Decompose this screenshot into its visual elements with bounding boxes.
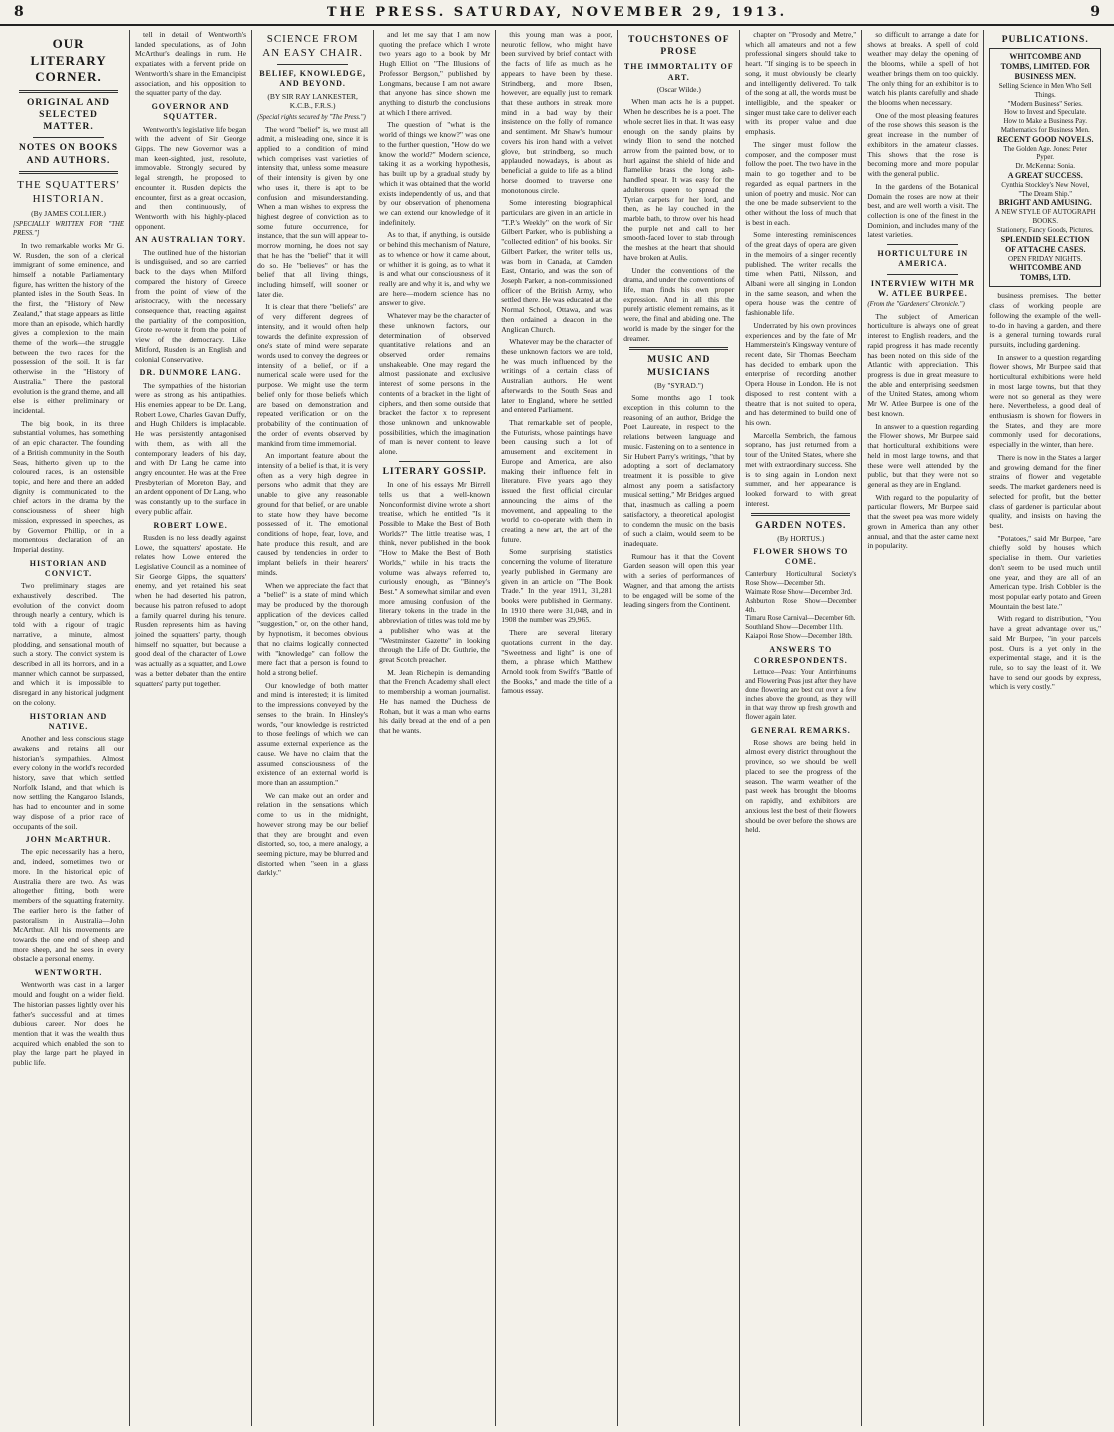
article-note: [SPECIALLY WRITTEN FOR "THE PRESS."] [13, 221, 125, 238]
ad-line: Dr. McKenna: Sonia. [1015, 162, 1075, 171]
section-heading: MUSIC AND MUSICIANS [647, 355, 711, 378]
ad-title: WHITCOMBE AND TOMBS, LIMITED. FOR BUSINESS MEN. [1000, 52, 1090, 82]
paragraph: In the gardens of the Botanical Domain the roses are now at their best, and are well worth a visit. The collection is one of the finest in the Dominion, and includes many of the latest varieties. [867, 181, 979, 240]
article-subheading: BELIEF, KNOWLEDGE, AND BEYOND. [259, 69, 367, 89]
divider [887, 274, 958, 275]
subhead: HISTORIAN AND NATIVE. [29, 711, 108, 731]
paragraph: Under the conventions of the drama, and under the conventions of life, man finds his own proper expression. And in all this the purely artistic element remains, as it were, the final and abiding one. The world is made by the singer for the dreamer. [623, 265, 735, 343]
section-heading: OUR LITERARY CORNER. [30, 36, 107, 85]
ad-line: A NEW STYLE OF AUTOGRAPH BOOKS. [994, 208, 1096, 226]
ad-line: The Golden Age. Jones: Peter Pyper. [1003, 144, 1087, 162]
paragraph: "Potatoes," said Mr Burpee, "are chiefly sold by houses which specialise in them. Our varieties don't seem to be used much until one year, and they are all of an American type. Irish Cobbler is the most popular early potato and Green Mountain the best late." [989, 533, 1102, 611]
paragraph: With regard to the popularity of particular flowers, Mr Burpee said that the sweet pea was more widely grown in America than any other annual, and that the aster came next in popularity. [867, 492, 979, 551]
divider [629, 347, 728, 350]
paragraph: tell in detail of Wentworth's landed speculations, as of John McArthur's dealings in rum. He expatiates with a fervent pride on Wentworth's share in the Emancipist association, and his opposition to the squatter party of the day. [135, 30, 247, 98]
paragraph: When we appreciate the fact that a "belief" is a state of mind which may be produced by the thorough application of the devices called "suggestion," or, on the other hand, by hypnotism, it becomes obvious that no claims logically connected with "knowledge" can follow the mere fact that a person is found to hold a strong belief. [257, 580, 369, 678]
divider [19, 90, 118, 93]
list-item: Waimate Rose Show—December 3rd. [745, 587, 853, 596]
paragraph: The word "belief" is, we must all admit, a misleading one, since it is applied to a condition of mind which comprises vast varieties of intensity that, unless some measure of their intensity is given by one who uses it, there is apt to be confusion and misunderstanding. When a man wishes to express the highest degree of conviction as to some future occurrence, for instance, that the sun will appear to-morrow morning, he does not say that he has the "belief" that it will do so. He "believes" or has the belief that all living things, including himself, will sooner or later die. [257, 124, 369, 299]
ad-line: Stationery, Fancy Goods, Pictures. [996, 225, 1094, 234]
article-byline: (BY SIR RAY LANKESTER, K.C.B., F.R.S.) [267, 91, 358, 111]
paragraph: Wentworth was cast in a larger mould and fought on a wider field. The historian passes lightly over his father's successful and at times dubious career. Nor does he mention that it was the wealth thus acquired which enabled the son to play the large part he played in public life. [13, 980, 125, 1068]
ad-line: "Modern Business" Series. [1007, 99, 1083, 108]
article-subheading: THE IMMORTALITY OF ART. [623, 62, 734, 82]
list-item: Timaru Rose Carnival—December 6th. [745, 614, 856, 623]
paragraph: Whatever may be the character of these unknown factors, our determination of observed quantitative relations and an observed order remains unshakeable. One may regard the almost passionate and exclusive interest of some persons in the contents of a bracket in the light of ciphers, and then some outside that bracket the factor x to represent those unknown and unknowable possibilities, which the imagination of man is never content to leave alone. [379, 311, 491, 457]
section-heading: TOUCHSTONES OF PROSE [627, 35, 730, 58]
paragraph: In answer to a question regarding flower shows, Mr Burpee said that horticultural exhibitions were held in most large towns, but that they were not so general as they were here. Nevertheless, a good deal of enthusiasm is shown for flowers in the States, and they are more commonly used for decorations, especially in the winter, than here. [989, 352, 1102, 450]
section-heading: LITERARY GOSSIP. [382, 466, 487, 477]
ad-line: How to Make a Business Pay. [1003, 117, 1087, 126]
section-heading: PUBLICATIONS. [1001, 35, 1089, 45]
paragraph: Some interesting reminiscences of the great days of opera are given in the memoirs of a singer recently published. The writer recalls the time when Patti, Nilsson, and Albani were all singing in London in the same season, and when the opera house was the centre of fashionable life. [745, 230, 857, 318]
paragraph: There is now in the States a larger and growing demand for the finer strains of flower and vegetable seeds. The market gardeners need is selected for profit, but the better class of gardener is particular about quality, and insists on having the best. [989, 452, 1102, 530]
paragraph: The question of "what is the world of things we know?" was one to the further question, "How do we know the world?" Modern science, taking it as a working hypothesis, has built up by a gradual study by which it was obtained that the world exists independently of us, and that by our observation of phenomena we can extend our knowledge of it indefinitely. [379, 120, 491, 227]
ad-line: How to Invest and Speculate. [1004, 108, 1087, 117]
paragraph: Lettuce—Peas: Your Antirrhinums and Flowering Peas just after they have done flowering are best cut over a few inches above the ground, as they will in that way throw up fresh growth and flower again later. [745, 667, 857, 721]
newspaper-title: THE PRESS. SATURDAY, NOVEMBER 29, 1913. [326, 5, 788, 20]
divider [19, 171, 118, 174]
article-title: THE SQUATTERS' HISTORIAN. [17, 178, 120, 205]
column-1 [8, 30, 130, 1426]
list-item: Kaiapoi Rose Show—December 18th. [745, 632, 853, 641]
paragraph: Underrated by his own provinces experiences and by the fate of Mr Hammerstein's Kingsway venture of recent date, Sir Thomas Beecham has decided to embark upon the enterprise of recording another Opera House in London. He is not disposed to rest content with a theatre that is not suited to opera, and has determined to build one of his own. [745, 320, 857, 428]
advertisement [989, 48, 1101, 287]
column-6 [618, 30, 740, 1426]
list-item: Canterbury Horticultural Society's Rose Show—December 5th. [745, 569, 857, 587]
subhead: WENTWORTH. [34, 968, 103, 978]
article-byline: (Oscar Wilde.) [656, 84, 701, 94]
subhead: ROBERT LOWE. [153, 520, 228, 530]
paragraph: chapter on "Prosody and Metre," which all amateurs and not a few professional singers should take to heart. "If singing is to be speech in song, it must obviously be clearly and intelligently delivered. To talk of the song at all, the words must be intelligible, and the speaker or singer must take care to deliver each with its proper value and due emphasis. [745, 30, 857, 137]
divider [399, 461, 470, 462]
paragraph: With regard to distribution, "You have a great advantage over us," said Mr Burpee, "in your parcels post. Ours is a yet only in the experimental stage, and it is the rule, so to say the least of it. We have to send our goods by express, which is very costly." [989, 614, 1102, 692]
ad-line: Mathematics for Business Men. [1000, 125, 1090, 134]
paragraph: and let me say that I am now quoting the preface which I wrote two years ago to a book by Mr Hugh Elliot on "The Illusions of Professor Bergson," published by Longmans, because I am not aware that anyone has since shown me anything to disturb the conclusions at which I there arrived. [379, 30, 491, 117]
paragraph: Another and less conscious stage awakens and retains all our historian's sympathies. Almost every colony in the world's recorded history, save that which settled Norfolk Island, and that which is now settling the Kangaroo Islands, has had to encounter and in some way dispose of a prior race of occupants of the soil. [13, 734, 125, 831]
column-7 [740, 30, 862, 1426]
paragraph: Rusden is no less deadly against Lowe, the squatters' apostate. He relates how Lowe entered the Legislative Council as a nominee of Sir George Gipps, the squatters' enemy, and yet retained his seat when he had deserted his patron, because his patron refused to adopt a family quarrel during his tenure. Rusden represents him as having joined the squatters' party, though himself no squatter, but because a good deal of the character of Lowe was actually as a squatter, and Lowe was a better debater than the entire squatters' party put together. [135, 532, 247, 688]
article-note: (Special rights secured by "The Press.") [257, 113, 366, 121]
paragraph: The singer must follow the composer, and the composer must follow the poet. The two have in the main to go together and to be regarded as equal partners in the union of poetry and music. Nor can the one be made subservient to the other without the loss of much that is best in each. [745, 139, 857, 227]
article-note: (From the "Gardeners' Chronicle.") [867, 301, 965, 309]
paragraph: An important feature about the intensity of a belief is that, it is very often as a very high degree in persons who admit that they are unable to give any reasonable ground for that belief, or are unable to state how they have become possessed of it. The emotional conditions of hope, fear, love, and hate produce this result, and are caused by tendencies in order to implant beliefs in their hearers' minds. [257, 451, 369, 577]
paragraph: Wentworth's legislative life began with the advent of Sir George Gipps. The new Governor was a man keen-sighted, just, resolute, immovable. Strongly secured by legal strength, he proposed to encounter it. Rusden depicts the encounter, first as a great occasion, and then continuously, of Wentworth with his highly-placed opponent. [135, 124, 247, 231]
section-heading: GARDEN NOTES. [755, 520, 847, 531]
paragraph: In answer to a question regarding the Flower shows, Mr Burpee said that horticultural exhibitions were held in most large towns, and that these were well attended by the public, but that they were not so general as they are in England. [867, 421, 979, 489]
page-number-left: 8 [14, 4, 24, 20]
paragraph: There are several literary quotations current in the day. "Sweetness and light" is one of them, a phrase which Matthew Arnold took from Swift's "Battle of the Books," and made the title of a famous essay. [501, 628, 613, 696]
ad-line: Selling Science in Men Who Sell Things. [998, 82, 1092, 99]
column-3 [252, 30, 374, 1426]
newspaper-columns [8, 30, 1106, 1426]
paragraph: Our knowledge of both matter and mind is interested; it is limited to the impressions conveyed by the senses to the brain. In Hinsley's words, "our knowledge is restricted to those feelings of which we can assume external experience as the cause. We have no claim that the assumed consciousness of the existence of an external world is more than an assumption." [257, 680, 369, 787]
subhead: INTERVIEW WITH MR W. ATLEE BURPEE. [870, 278, 975, 298]
subhead: DR. DUNMORE LANG. [139, 368, 242, 378]
paragraph: When man acts he is a puppet. When he describes he is a poet. The whole secret lies in that. It was easy enough on the sandy plains by windy Ilion to send the notched arrow from the painted bow, or to hurl against the shield of hide and flamelike brass the long ash-handled spear. It was easy for the adulterous queen to spread the Tyrian carpets for her lord, and then, as he lay couched in the marble bath, to throw over his head the purple net and call to her smooth-faced lover to stab through the meshes at the heart that should have broken at Aulis. [623, 97, 735, 262]
paragraph: The big book, in its three substantial volumes, has something of an epic character. The founding of a British community in the South Seas, hitherto given up to the coloured races, is an ostensible topic, and here and there an added dignity is communicated to the chief actors in the drama by the consciousness of sheer high mission, expressed in speeches, as by Governor Phillip, or in a momentous declaration of an Imperial destiny. [13, 418, 125, 555]
paragraph: In two remarkable works Mr G. W. Rusden, the son of a clerical immigrant of some eminence, and himself a notable Parliamentary figure, has written the history of the planted isles in the South Seas. In the first, the "History of New Zealand," that stage appears as little more than an episode, which hardly gives a complexion to the main theme of the work—the struggle between the two races for the possession of the soil. It is far otherwise in the "History of Australia." There the pastoral evolution is the grand theme, and all else is either preliminary or incidental. [13, 240, 125, 415]
paragraph: business premises. The better class of working people are following the example of the well-to-do in having a garden, and there is a general turning towards rural pursuits, including gardening. [989, 291, 1102, 349]
column-4 [374, 30, 496, 1426]
list-item: Southland Show—December 11th. [745, 623, 843, 632]
paragraph: In one of his essays Mr Birrell tells us that a well-known Nonconformist divine wrote a short treatise, which he entitled "Is it Possible to Make the Best of Both Worlds?" The little treatise was, I think, never published in the book "How to Make the Best of Both Worlds," while in his tracts the volume was always referred to, curiously enough, as "Binney's Best." A somewhat similar and even more amusing confusion of the literary tokens in the trade in the abbreviation of titles was told me by a publisher who was at the "Westminster Gazette" in looking through the Life of Dr. Guthrie, the great Scotch preacher. [379, 480, 491, 664]
column-8 [862, 30, 984, 1426]
divider [887, 244, 958, 245]
column-5 [496, 30, 618, 1426]
paragraph: Rumour has it that the Covent Garden season will open this year with a series of performances of Wagner, and that among the artists to be engaged will be some of the leading singers from the Continent. [623, 551, 735, 610]
paragraph: The subject of American horticulture is always one of great interest to English readers, and the rapid progress it has made recently has been noted on this side of the Atlantic with appreciation. This progress is due in great measure to the able and enterprising seedsmen of the United States, among whom Mr W. Atlee Burpee is one of the best known. [867, 311, 979, 418]
paragraph: That remarkable set of people, the Futurists, whose paintings have been causing such a lot of amusement and excitement in Europe and America, are also making their influence felt in literature. Five years ago they issued the first official circular announcing the aims of the movement, and appealing to the world to co-operate with them in creating a new art, the art of the future. [501, 418, 613, 544]
ad-line: OPEN FRIDAY NIGHTS. [1008, 254, 1083, 263]
page-number-right: 9 [1090, 4, 1100, 20]
paragraph: The epic necessarily has a hero, and, indeed, sometimes two or more. In the historical epic of Australia there are two. As was altogether fitting, both were members of the squatting fraternity. The earlier hero is the father of pastoralism in Australia—John McArthur. All his movements are towards the one end of sheep and more sheep, and he sees in every obstacle a personal enemy. [13, 847, 125, 964]
subhead: ANSWERS TO CORRESPONDENTS. [753, 645, 848, 665]
ad-line: WHITCOMBE AND TOMBS, LTD. [1009, 263, 1082, 283]
paragraph: Rose shows are being held in almost every district throughout the province, so we should be well placed to see the progress of the season. The warm weather of the past week has brought the blooms on rapidly, and exhibitors are anxious lest the best of their flowers should be over before the shows are held. [745, 737, 857, 835]
column-2 [130, 30, 252, 1426]
ad-line: RECENT GOOD NOVELS. [996, 134, 1094, 144]
article-byline: (By JAMES COLLIER.) [31, 208, 106, 218]
paragraph: this young man was a poor, neurotic fellow, who might have been survived by brief contact with the facts of life as much as he appears to have been by these. Strindberg, and more Ibsen, however, are equally just to remark that these authors in streak more mind in a bad way by their insistence on the folly of romance and sentiment. Mr Shaw's humour covers his iron hand with a velvet glove, but strindberg, so much applauded nowadays, is about as beneficial a guide to life as a blind horse doomed to traverse one monotonous circle. [501, 30, 613, 195]
subhead: GOVERNOR AND SQUATTER. [151, 102, 230, 122]
paragraph: Whatever may be the character of these unknown factors we are told, he was much influenced by the writings of a certain class of Australian authors. He went afterwards to the South Seas and later to England, where he settled and entered Parliament. [501, 337, 613, 415]
article-byline: (By HORTUS.) [777, 533, 825, 543]
ad-line: SPLENDID SELECTION OF ATTACHE CASES. [1000, 234, 1090, 254]
paragraph: The sympathies of the historian were as strong as his antipathies. His enemies appear to be Dr. Lang, Robert Lowe, Charles Gavan Duffy, and Hugh Childers is implacable. He was persistently antagonised with them, as with all the contemporary leaders of his day, and with Dr Lang he came into angry encounter. He was at the Free Presbyterian of Moreton Bay, and an ardent opponent of Dr Lang, who was constantly up to the surface in every public affair. [135, 380, 247, 516]
article-title: SCIENCE FROM AN EASY CHAIR. [262, 33, 363, 60]
paragraph: so difficult to arrange a date for shows at breaks. A spell of cold weather may delay the opening of the blooms, while a spell of hot weather brings them on too quickly. The only thing for an exhibitor is to watch his plants carefully and shade the blooms when necessary. [867, 30, 979, 108]
divider [277, 64, 348, 65]
paragraph: Some surprising statistics concerning the volume of literature yearly published in Germany are given in an article on "The Book Trade." In the year 1911, 31,281 books were published in Germany. In 1910 there were 31,048, and in 1908 the number was 29,965. [501, 547, 613, 625]
masthead [0, 0, 1114, 26]
paragraph: One of the most pleasing features of the rose shows this season is the great increase in the number of exhibitors in the amateur classes. This shows that the rose is becoming more and more popular with the general public. [867, 110, 979, 179]
paragraph: It is clear that there "beliefs" are of very different degrees of intensity, and it would often help towards the definite expression of one's state of mind were separate words used to convey the degrees or intensity of a belief, or if a numerical scale were used for the purpose. We might use the term belief only for those beliefs which are based on demonstration and repeated verification or on the probability of the continuation of the order of events observed by mankind from time immemorial. [257, 302, 369, 448]
list-item: Ashburton Rose Show—December 4th. [745, 596, 857, 614]
subhead: FLOWER SHOWS TO COME. [753, 547, 849, 567]
paragraph: Marcella Sembrich, the famous soprano, has just returned from a tour of the United States, where she met with extraordinary success. She is to sing again in London next summer, and her appearance is looked forward to with great interest. [745, 430, 857, 508]
show-list [745, 570, 856, 642]
article-byline: (By "SYRAD.") [654, 380, 704, 390]
paragraph: Two preliminary stages are exhaustively described. The evolution of the convict doom through nearly a century, which is told with a rigour of tragic narrative, a minute, almost plodding, and sensational mouth of such a story. The convict system is described in all its horrors, and in a manner which cannot be surpassed, and which it is impossible to disregard in any historical judgment on the colony. [13, 581, 125, 707]
column-9 [984, 30, 1106, 1426]
section-subheading: ORIGINAL AND SELECTED MATTER. [27, 97, 111, 133]
paragraph: M. Jean Richepin is demanding that the French Academy shall elect to membership a woman journalist. He has named the Duchess de Rohan, but it was a man who earns his daily bread at the end of a pen that he wants. [379, 667, 491, 736]
divider [33, 137, 104, 138]
subhead: GENERAL REMARKS. [750, 725, 851, 735]
divider [751, 513, 850, 516]
ad-line: A GREAT SUCCESS. [1007, 170, 1083, 180]
paragraph: The outlined hue of the historian is undisguised, and so are carried back to the days when Milford compared the history of Greece from the point of view of the aristocracy, with the necessary consequence that, reacting against the partiality of the composition, Grote re-wrote it from the point of view of the democracy. Like Mitford, Rusden is an English and colonial Conservative. [135, 247, 247, 364]
subhead: HISTORIAN AND CONVICT. [29, 558, 108, 579]
subhead: AN AUSTRALIAN TORY. [135, 235, 246, 245]
ad-line: BRIGHT AND AMUSING. [998, 198, 1092, 208]
paragraph: Some interesting biographical particulars are given in an article in "T.P.'s Weekly" on the work of Sir Gilbert Parker, who is publishing a "collected edition" of his books. Sir Gilbert Parker, the writer tells us, was born in Canada, at Camden East, Ontario, and was the son of Joseph Parker, a non-commissioned officer of the British Army, who settled there. He was educated at the Normal School, Ottawa, and was then ordained a deacon in the Anglican Church. [501, 198, 613, 334]
paragraph: As to that, if anything, is outside or behind this mechanism of Nature, as to whence or how it came about, or whither it is going, as to what it is and what our consciousness of it really are and why it is, and why we are here—modern science has no answer to give. [379, 230, 491, 308]
paragraph: We can make out an order and relation in the sensations which come to us in the midnight, however strong may be our belief that they are brought and even distorted, so, too, a mere analogy, a seeming picture, may be blurred and distorted when "seen in a glass darkly." [257, 790, 369, 878]
ad-line: Cynthia Stockley's New Novel, "The Dream Ship." [1001, 180, 1090, 198]
section-subheading-2: NOTES ON BOOKS AND AUTHORS. [19, 143, 119, 166]
subhead: JOHN McARTHUR. [25, 835, 112, 845]
subhead: HORTICULTURE IN AMERICA. [877, 249, 969, 269]
paragraph: Some months ago I took exception in this column to the reasoning of an author, Bridge the Poet Laureate, in respect to the relations between language and music. Fastening on to a sentence in Sir Hubert Parry's writings, "that by adopting a sort of declamatory treatment it is possible to give almost any poem a satisfactory musical setting," Mr Bridges argued that, inasmuch as calling a poem satisfactory, a theoretical apologist to condemn the music on the basis of such a claim, would seem to be inadequate. [623, 393, 735, 549]
